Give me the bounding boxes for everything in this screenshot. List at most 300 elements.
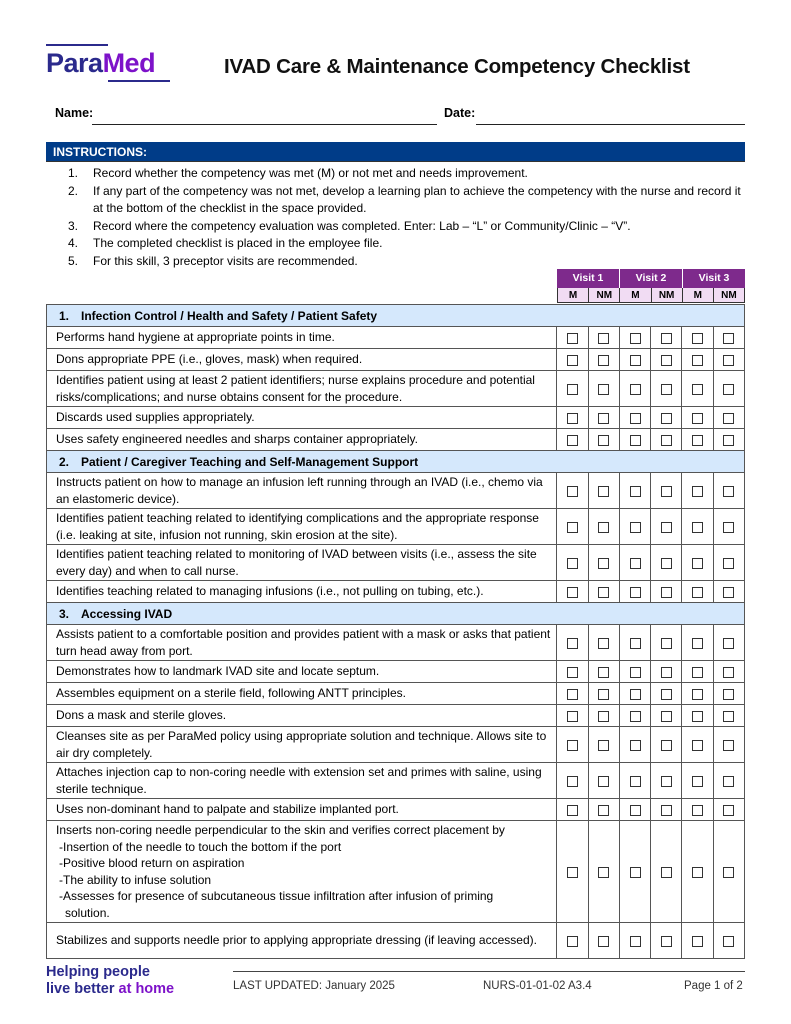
section-number: 2. xyxy=(59,454,70,469)
visit2-met-checkbox[interactable] xyxy=(630,711,641,722)
visit2-met-checkbox[interactable] xyxy=(630,355,641,366)
competency-description xyxy=(47,429,557,451)
instruction-number: 2. xyxy=(68,183,79,198)
visit2-not-met-checkbox[interactable] xyxy=(661,867,672,878)
visit1-not-met-checkbox[interactable] xyxy=(598,558,609,569)
visit3-not-met-cell xyxy=(713,799,744,821)
date-label: Date: xyxy=(444,106,476,120)
visit3-met-cell xyxy=(682,473,713,509)
visit1-not-met-cell xyxy=(588,581,619,603)
visit2-not-met-checkbox[interactable] xyxy=(661,435,672,446)
competency-text: Discards used supplies appropriately. xyxy=(56,410,255,425)
visit1-met-checkbox[interactable] xyxy=(567,413,578,424)
visit1-met-cell xyxy=(557,545,588,581)
visit3-met-cell xyxy=(682,661,713,683)
competency-text: Dons appropriate PPE (i.e., gloves, mask) when required. xyxy=(56,352,363,367)
instruction-number: 4. xyxy=(68,236,79,251)
visit2-not-met-checkbox[interactable] xyxy=(661,805,672,816)
competency-text: Identifies teaching related to managing infusions (i.e., not pulling on tubing, etc.). xyxy=(56,584,484,599)
instruction-item xyxy=(68,165,748,183)
visit1-met-cell xyxy=(557,705,588,727)
checklist-row xyxy=(47,705,745,727)
visit1-not-met-checkbox[interactable] xyxy=(598,689,609,700)
visit2-not-met-cell xyxy=(651,349,682,371)
visit2-not-met-cell xyxy=(651,799,682,821)
instruction-text: Record where the competency evaluation was completed. Enter: Lab – “L” or Community/Clinic – “V”. xyxy=(93,218,631,233)
competency-sub-item: -Assesses for presence of subcutaneous tissue infiltration after infusion of priming xyxy=(59,889,494,903)
logo-part-med: Med xyxy=(102,48,156,78)
visit2-met-checkbox[interactable] xyxy=(630,689,641,700)
visit3-not-met-cell xyxy=(713,763,744,799)
visit1-met-checkbox[interactable] xyxy=(567,740,578,751)
visit3-met-cell xyxy=(682,349,713,371)
checklist-row xyxy=(47,799,745,821)
section-title xyxy=(47,451,745,473)
visit3-not-met-checkbox[interactable] xyxy=(723,333,734,344)
section-title-text: Patient / Caregiver Teaching and Self-Management Support xyxy=(81,454,419,469)
visit2-met-checkbox[interactable] xyxy=(630,867,641,878)
visit1-not-met-cell xyxy=(588,625,619,661)
visit2-not-met-cell xyxy=(651,473,682,509)
visit2-not-met-cell xyxy=(651,705,682,727)
competency-description xyxy=(47,625,557,661)
tagline-accent: at home xyxy=(118,981,175,997)
visit1-met-cell xyxy=(557,327,588,349)
checklist-row xyxy=(47,625,745,661)
visit1-met-checkbox[interactable] xyxy=(567,667,578,678)
visit3-met-checkbox[interactable] xyxy=(692,587,703,598)
tagline-line-1: Helping people xyxy=(46,964,150,980)
visit1-met-cell xyxy=(557,509,588,545)
visit2-met-cell xyxy=(619,349,650,371)
visit2-met-cell xyxy=(619,799,650,821)
visit3-met-checkbox[interactable] xyxy=(692,413,703,424)
checklist-row xyxy=(47,661,745,683)
competency-text: Dons a mask and sterile gloves. xyxy=(56,708,227,723)
competency-sub-item: solution. xyxy=(65,905,110,920)
visit3-met-cell xyxy=(682,581,713,603)
visit2-met-checkbox[interactable] xyxy=(630,936,641,947)
competency-text: Attaches injection cap to non-coring needle with extension set and primes with saline, using sterile technique. xyxy=(56,765,542,796)
visit3-not-met-checkbox[interactable] xyxy=(723,355,734,366)
section-number: 3. xyxy=(59,606,70,621)
visit-header xyxy=(557,269,745,303)
visit2-not-met-cell xyxy=(651,429,682,451)
name-label: Name: xyxy=(55,106,94,120)
visit1-not-met-checkbox[interactable] xyxy=(598,776,609,787)
visit1-not-met-checkbox[interactable] xyxy=(598,667,609,678)
visit2-not-met-checkbox[interactable] xyxy=(661,740,672,751)
competency-text: Identifies patient using at least 2 patient identifiers; nurse explains procedure and potential risks/complications; and nurse obtains consent for the procedure. xyxy=(56,373,535,404)
competency-text: Demonstrates how to landmark IVAD site and locate septum. xyxy=(56,664,380,679)
visit1-not-met-checkbox[interactable] xyxy=(598,486,609,497)
instruction-number: 5. xyxy=(68,253,79,268)
instruction-item xyxy=(68,235,748,253)
page-number: Page 1 of 2 xyxy=(684,980,743,992)
visit3-met-checkbox[interactable] xyxy=(692,558,703,569)
checklist-row xyxy=(47,763,745,799)
instruction-text: If any part of the competency was not met, develop a learning plan to achieve the competency with the nurse and record it at the bottom of the checklist in the space provided. xyxy=(93,183,741,216)
visit3-met-checkbox[interactable] xyxy=(692,740,703,751)
visit1-met-checkbox[interactable] xyxy=(567,776,578,787)
instruction-item xyxy=(68,253,748,271)
visit2-met-checkbox[interactable] xyxy=(630,740,641,751)
visit2-not-met-cell xyxy=(651,763,682,799)
name-field[interactable] xyxy=(92,124,437,125)
visit3-met-checkbox[interactable] xyxy=(692,689,703,700)
visit3-not-met-checkbox[interactable] xyxy=(723,384,734,395)
visit2-met-cell xyxy=(619,407,650,429)
competency-text: Uses safety engineered needles and sharps container appropriately. xyxy=(56,432,419,447)
visit3-met-checkbox[interactable] xyxy=(692,435,703,446)
visit2-not-met-checkbox[interactable] xyxy=(661,486,672,497)
visit3-not-met-checkbox[interactable] xyxy=(723,711,734,722)
visit1-met-checkbox[interactable] xyxy=(567,355,578,366)
logo-part-para: Para xyxy=(46,48,103,78)
instruction-text: Record whether the competency was met (M) or not met and needs improvement. xyxy=(93,166,528,180)
visit1-not-met-cell xyxy=(588,429,619,451)
visit-3-label: Visit 3 xyxy=(698,272,730,284)
paramed-logo xyxy=(46,44,174,84)
competency-description xyxy=(47,407,557,429)
last-updated: LAST UPDATED: January 2025 xyxy=(233,980,395,992)
visit1-met-cell xyxy=(557,429,588,451)
visit-2-label: Visit 2 xyxy=(620,269,683,288)
visit2-met-checkbox[interactable] xyxy=(630,384,641,395)
visit3-not-met-cell xyxy=(713,473,744,509)
checklist-row xyxy=(47,923,745,959)
checklist-row xyxy=(47,509,745,545)
checklist-row xyxy=(47,581,745,603)
visit3-met-cell xyxy=(682,705,713,727)
visit2-not-met-checkbox[interactable] xyxy=(661,522,672,533)
visit2-met-checkbox[interactable] xyxy=(630,805,641,816)
visit3-met-checkbox[interactable] xyxy=(692,486,703,497)
competency-description xyxy=(47,923,557,959)
tagline-line-2 xyxy=(46,981,174,998)
visit3-met-checkbox[interactable] xyxy=(692,867,703,878)
visit1-not-met-cell xyxy=(588,661,619,683)
visit2-met-cell xyxy=(619,727,650,763)
visit1-met-cell xyxy=(557,473,588,509)
visit3-met-checkbox[interactable] xyxy=(692,384,703,395)
visit2-not-met-checkbox[interactable] xyxy=(661,936,672,947)
visit2-met-checkbox[interactable] xyxy=(630,558,641,569)
visit3-met-checkbox[interactable] xyxy=(692,522,703,533)
visit1-met-checkbox[interactable] xyxy=(567,689,578,700)
visit3-met-checkbox[interactable] xyxy=(692,638,703,649)
visit2-not-met-checkbox[interactable] xyxy=(661,638,672,649)
tagline-text: live better xyxy=(46,981,119,997)
visit2-met-checkbox[interactable] xyxy=(630,522,641,533)
visit3-not-met-checkbox[interactable] xyxy=(723,558,734,569)
visit1-not-met-checkbox[interactable] xyxy=(598,333,609,344)
visit1-not-met-cell xyxy=(588,545,619,581)
visit1-not-met-cell xyxy=(588,763,619,799)
visit1-not-met-checkbox[interactable] xyxy=(598,638,609,649)
visit2-met-cell xyxy=(619,371,650,407)
competency-text: Inserts non-coring needle perpendicular to the skin and verifies correct placement by xyxy=(56,823,505,837)
checklist-row xyxy=(47,371,745,407)
visit3-met-cell xyxy=(682,683,713,705)
visit2-not-met-cell xyxy=(651,625,682,661)
instruction-text: For this skill, 3 preceptor visits are recommended. xyxy=(93,253,358,268)
visit1-met-checkbox[interactable] xyxy=(567,558,578,569)
visit3-met-cell xyxy=(682,429,713,451)
visit2-not-met-checkbox[interactable] xyxy=(661,667,672,678)
visit-labels-row xyxy=(557,269,745,288)
visit2-not-met-cell xyxy=(651,371,682,407)
visit3-met-checkbox[interactable] xyxy=(692,355,703,366)
visit2-met-checkbox[interactable] xyxy=(630,776,641,787)
instruction-item xyxy=(68,218,748,236)
instruction-item xyxy=(68,183,748,218)
visit2-not-met-checkbox[interactable] xyxy=(661,711,672,722)
visit1-not-met-checkbox[interactable] xyxy=(598,936,609,947)
visit3-not-met-checkbox[interactable] xyxy=(723,638,734,649)
visit1-met-cell xyxy=(557,625,588,661)
visit1-not-met-cell xyxy=(588,349,619,371)
visit2-not-met-checkbox[interactable] xyxy=(661,689,672,700)
visit1-met-checkbox[interactable] xyxy=(567,384,578,395)
visit1-met-checkbox[interactable] xyxy=(567,805,578,816)
visit1-not-met-cell xyxy=(588,371,619,407)
visit2-met-cell xyxy=(619,683,650,705)
competency-description xyxy=(47,705,557,727)
visit3-not-met-checkbox[interactable] xyxy=(723,413,734,424)
visit1-not-met-checkbox[interactable] xyxy=(598,740,609,751)
competency-description xyxy=(47,327,557,349)
competency-text: Uses non-dominant hand to palpate and stabilize implanted port. xyxy=(56,802,399,817)
section-header-row xyxy=(47,305,745,327)
visit1-not-met-cell xyxy=(588,821,619,923)
visit1-not-met-cell xyxy=(588,705,619,727)
visit3-not-met-cell xyxy=(713,661,744,683)
logo-wordmark xyxy=(46,47,155,79)
visit1-met-checkbox[interactable] xyxy=(567,587,578,598)
competency-text: Identifies patient teaching related to identifying complications and the appropriate response (i.e. leaking at site, infusion not running, skin erosion at the site). xyxy=(56,511,539,542)
checklist-row xyxy=(47,683,745,705)
visit1-met-checkbox[interactable] xyxy=(567,486,578,497)
checklist-row xyxy=(47,727,745,763)
visit1-met-cell xyxy=(557,821,588,923)
visit2-not-met-cell xyxy=(651,327,682,349)
visit3-not-met-checkbox[interactable] xyxy=(723,867,734,878)
instructions-heading: INSTRUCTIONS: xyxy=(46,142,745,162)
visit2-met-checkbox[interactable] xyxy=(630,413,641,424)
visit2-met-cell xyxy=(619,509,650,545)
visit3-met-checkbox[interactable] xyxy=(692,667,703,678)
visit1-not-met-checkbox[interactable] xyxy=(598,522,609,533)
visit1-not-met-cell xyxy=(588,509,619,545)
visit1-met-cell xyxy=(557,661,588,683)
visit3-not-met-cell xyxy=(713,683,744,705)
visit2-met-cell xyxy=(619,923,650,959)
visit1-met-checkbox[interactable] xyxy=(567,435,578,446)
competency-description xyxy=(47,727,557,763)
visit3-not-met-checkbox[interactable] xyxy=(723,522,734,533)
not-met-label: NM xyxy=(652,288,683,302)
met-notmet-row xyxy=(557,288,745,303)
visit1-not-met-checkbox[interactable] xyxy=(598,805,609,816)
visit2-met-cell xyxy=(619,763,650,799)
competency-description xyxy=(47,371,557,407)
visit1-met-checkbox[interactable] xyxy=(567,936,578,947)
visit3-not-met-checkbox[interactable] xyxy=(723,667,734,678)
visit2-met-cell xyxy=(619,429,650,451)
visit1-not-met-cell xyxy=(588,799,619,821)
visit1-not-met-cell xyxy=(588,407,619,429)
section-title-text: Infection Control / Health and Safety / Patient Safety xyxy=(81,308,378,323)
visit3-met-cell xyxy=(682,407,713,429)
visit2-met-checkbox[interactable] xyxy=(630,435,641,446)
instruction-text: The completed checklist is placed in the employee file. xyxy=(93,236,383,251)
visit2-met-checkbox[interactable] xyxy=(630,667,641,678)
visit1-not-met-cell xyxy=(588,473,619,509)
visit3-met-cell xyxy=(682,509,713,545)
visit1-not-met-checkbox[interactable] xyxy=(598,867,609,878)
met-label: M xyxy=(683,288,714,302)
page-title: IVAD Care & Maintenance Competency Checklist xyxy=(224,55,690,78)
visit3-not-met-checkbox[interactable] xyxy=(723,587,734,598)
met-label: M xyxy=(620,288,651,302)
visit2-not-met-checkbox[interactable] xyxy=(661,558,672,569)
competency-description xyxy=(47,683,557,705)
visit3-not-met-cell xyxy=(713,821,744,923)
visit3-not-met-checkbox[interactable] xyxy=(723,805,734,816)
visit1-met-checkbox[interactable] xyxy=(567,711,578,722)
visit3-not-met-cell xyxy=(713,705,744,727)
visit1-met-checkbox[interactable] xyxy=(567,867,578,878)
visit3-not-met-checkbox[interactable] xyxy=(723,936,734,947)
visit-1-label: Visit 1 xyxy=(557,269,620,288)
competency-description xyxy=(47,581,557,603)
instruction-number: 3. xyxy=(68,218,79,233)
visit2-not-met-cell xyxy=(651,407,682,429)
visit2-not-met-checkbox[interactable] xyxy=(661,355,672,366)
visit1-met-checkbox[interactable] xyxy=(567,333,578,344)
visit1-not-met-checkbox[interactable] xyxy=(598,384,609,395)
visit2-met-cell xyxy=(619,327,650,349)
visit1-met-cell xyxy=(557,407,588,429)
checklist-row xyxy=(47,349,745,371)
competency-description xyxy=(47,545,557,581)
visit2-not-met-checkbox[interactable] xyxy=(661,333,672,344)
visit2-met-checkbox[interactable] xyxy=(630,486,641,497)
visit3-met-cell xyxy=(682,821,713,923)
competency-description xyxy=(47,473,557,509)
instructions-list xyxy=(68,165,748,271)
visit2-not-met-cell xyxy=(651,821,682,923)
visit2-not-met-cell xyxy=(651,509,682,545)
competency-text: Assembles equipment on a sterile field, following ANTT principles. xyxy=(56,686,406,701)
visit3-met-checkbox[interactable] xyxy=(692,936,703,947)
visit3-met-cell xyxy=(682,327,713,349)
visit3-met-checkbox[interactable] xyxy=(692,711,703,722)
date-field[interactable] xyxy=(476,124,745,125)
section-header-row xyxy=(47,451,745,473)
competency-sub-item: -Positive blood return on aspiration xyxy=(59,856,245,870)
visit1-met-cell xyxy=(557,799,588,821)
checklist-row xyxy=(47,545,745,581)
competency-description xyxy=(47,509,557,545)
checklist-row xyxy=(47,327,745,349)
visit3-not-met-cell xyxy=(713,327,744,349)
competency-description xyxy=(47,799,557,821)
visit3-met-checkbox[interactable] xyxy=(692,776,703,787)
visit1-not-met-checkbox[interactable] xyxy=(598,587,609,598)
logo-bar-top xyxy=(46,44,108,46)
competency-sub-item: -The ability to infuse solution xyxy=(59,872,212,887)
visit3-not-met-cell xyxy=(713,407,744,429)
visit2-met-cell xyxy=(619,473,650,509)
visit2-met-checkbox[interactable] xyxy=(630,333,641,344)
visit3-met-checkbox[interactable] xyxy=(692,805,703,816)
not-met-label: NM xyxy=(589,288,620,302)
visit3-not-met-checkbox[interactable] xyxy=(723,486,734,497)
visit3-met-cell xyxy=(682,545,713,581)
visit3-not-met-cell xyxy=(713,727,744,763)
visit1-not-met-checkbox[interactable] xyxy=(598,435,609,446)
visit3-met-cell xyxy=(682,727,713,763)
visit1-met-cell xyxy=(557,763,588,799)
visit3-not-met-cell xyxy=(713,923,744,959)
footer-divider xyxy=(233,971,745,972)
visit1-met-cell xyxy=(557,581,588,603)
competency-text: Cleanses site as per ParaMed policy using appropriate solution and technique. Allows site to air dry completely. xyxy=(56,729,547,760)
checklist-row xyxy=(47,407,745,429)
visit1-not-met-checkbox[interactable] xyxy=(598,355,609,366)
visit2-not-met-cell xyxy=(651,661,682,683)
visit3-not-met-cell xyxy=(713,371,744,407)
visit3-met-checkbox[interactable] xyxy=(692,333,703,344)
visit1-met-cell xyxy=(557,683,588,705)
visit1-not-met-checkbox[interactable] xyxy=(598,413,609,424)
not-met-label: NM xyxy=(714,288,745,302)
visit3-not-met-checkbox[interactable] xyxy=(723,689,734,700)
visit3-not-met-checkbox[interactable] xyxy=(723,776,734,787)
visit3-not-met-checkbox[interactable] xyxy=(723,435,734,446)
competency-text: Performs hand hygiene at appropriate points in time. xyxy=(56,330,335,345)
visit3-not-met-cell xyxy=(713,581,744,603)
visit3-not-met-cell xyxy=(713,349,744,371)
visit2-met-cell xyxy=(619,821,650,923)
competency-text: Identifies patient teaching related to monitoring of IVAD between visits (i.e., assess the site every day) and when to call nurse. xyxy=(56,547,537,578)
visit2-met-checkbox[interactable] xyxy=(630,587,641,598)
visit2-met-cell xyxy=(619,581,650,603)
visit1-met-cell xyxy=(557,923,588,959)
visit1-met-checkbox[interactable] xyxy=(567,522,578,533)
visit2-not-met-checkbox[interactable] xyxy=(661,587,672,598)
visit3-met-cell xyxy=(682,923,713,959)
visit2-not-met-checkbox[interactable] xyxy=(661,776,672,787)
visit3-not-met-cell xyxy=(713,429,744,451)
visit1-not-met-checkbox[interactable] xyxy=(598,711,609,722)
visit2-not-met-checkbox[interactable] xyxy=(661,413,672,424)
visit2-met-cell xyxy=(619,545,650,581)
visit1-met-checkbox[interactable] xyxy=(567,638,578,649)
visit1-not-met-cell xyxy=(588,923,619,959)
competency-description xyxy=(47,763,557,799)
instruction-number: 1. xyxy=(68,166,79,180)
met-label: M xyxy=(557,288,589,302)
visit2-met-cell xyxy=(619,705,650,727)
visit2-met-checkbox[interactable] xyxy=(630,638,641,649)
checklist-row xyxy=(47,429,745,451)
visit3-not-met-checkbox[interactable] xyxy=(723,740,734,751)
visit2-not-met-cell xyxy=(651,581,682,603)
visit2-not-met-checkbox[interactable] xyxy=(661,384,672,395)
